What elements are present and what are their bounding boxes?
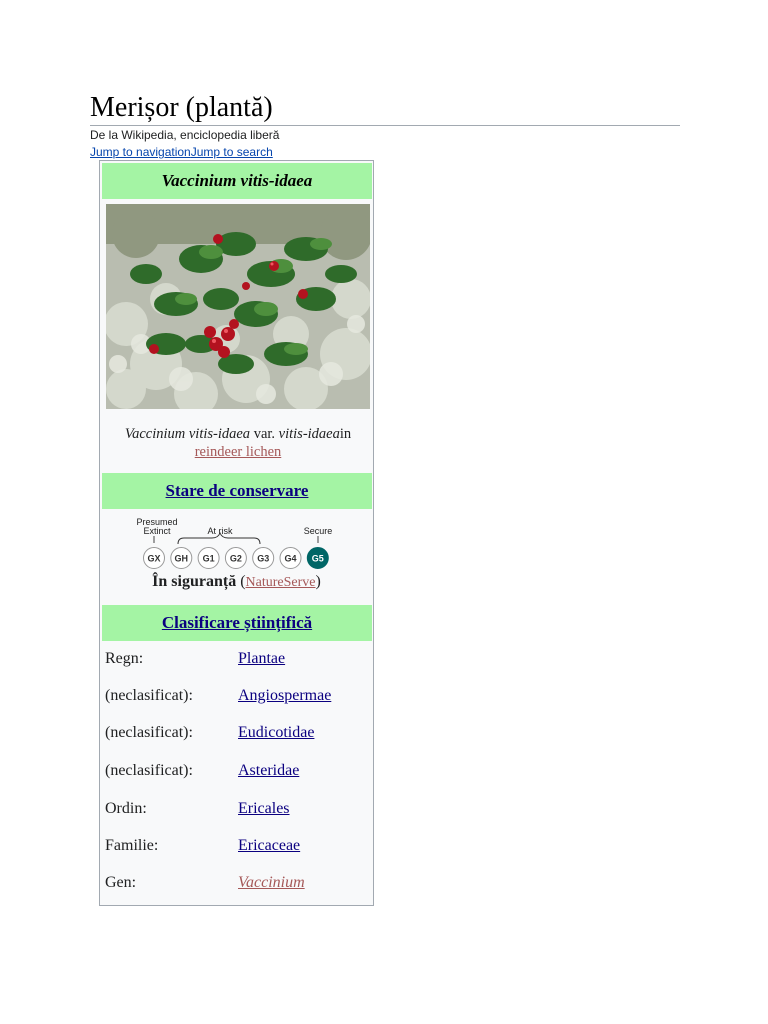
rank-label-gh: GH [174,553,189,564]
page-title: Merișor (plantă) [90,92,273,123]
rank-label-g4: G4 [284,553,297,564]
conservation-scale[interactable] [130,513,350,573]
classification-row [105,759,373,783]
classification-row [105,871,373,895]
conservation-header [102,473,372,509]
label-at-risk: At risk [207,526,233,536]
caption-variety: vitis-idaea [278,426,340,442]
classification-row [105,721,373,745]
taxon-link[interactable]: Angiospermae [238,687,332,704]
species-photo[interactable] [106,204,370,409]
reindeer-lichen-link[interactable]: reindeer lichen [194,444,282,460]
taxon-link[interactable]: Asteridae [238,762,300,779]
rank-label-g2: G2 [229,553,242,564]
rank-label-gx: GX [147,553,161,564]
rank-label-g1: G1 [202,553,215,564]
photo-caption [120,425,356,461]
label-secure: Secure [303,526,333,536]
jump-to-search-link[interactable]: Jump to search [190,145,273,159]
taxon-link[interactable]: Eudicotidae [238,724,315,741]
rank-label: Regn: [105,650,144,667]
rank-label-g3: G3 [257,553,270,564]
site-tagline: De la Wikipedia, enciclopedia liberă [90,128,280,142]
taxon-link[interactable]: Vaccinium [238,874,305,891]
conservation-status: În siguranță (NatureServe) [152,573,321,590]
rank-label: (neclasificat): [105,687,193,704]
taxobox-title: Vaccinium vitis-idaea [102,163,372,199]
caption-var: var. [250,426,279,442]
rank-circles [144,548,329,569]
rank-label-g5: G5 [311,553,324,564]
rank-label: Familie: [105,837,159,854]
taxon-link[interactable]: Ericaceae [238,837,301,854]
taxon-link[interactable]: Ericales [238,800,290,817]
rank-label: (neclasificat): [105,762,193,779]
taxobox [99,160,374,906]
taxon-link[interactable]: Plantae [238,650,286,667]
rank-label: (neclasificat): [105,724,193,741]
classification-row [105,684,373,708]
conservation-status-link[interactable]: Stare de conservare [165,481,309,500]
status-text: În siguranță [152,573,237,590]
scientific-classification-link[interactable]: Clasificare științifică [161,613,313,632]
at-risk-brace [178,533,260,544]
label-presumed: Presumed [136,517,178,527]
natureserve-link[interactable]: NatureServe [245,575,316,590]
lingonberry-photo-image [106,204,370,409]
caption-species: Vaccinium vitis-idaea [124,426,251,442]
title-divider [90,125,680,126]
jump-to-navigation-link[interactable]: Jump to navigation [90,145,191,159]
rank-label: Gen: [105,874,137,891]
jump-links [90,145,273,159]
caption-in: in [339,426,352,442]
classification-row [105,797,373,821]
classification-header [102,605,372,641]
classification-row [105,834,373,858]
label-extinct: Extinct [143,526,171,536]
rank-label: Ordin: [105,800,147,817]
classification-row [105,647,373,671]
